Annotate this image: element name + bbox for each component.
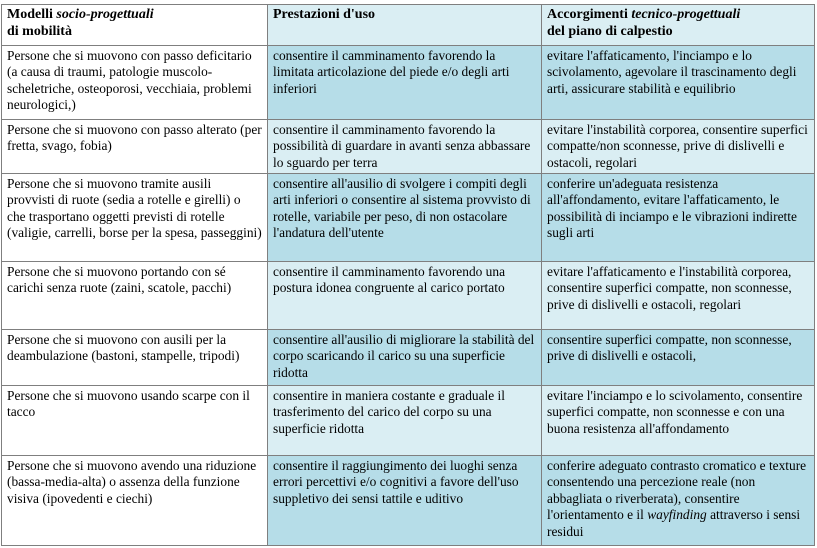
table-row [2, 120, 815, 174]
model-cell: Persone che si muovono con passo alterato (per fretta, svago, fobia) [2, 120, 268, 174]
header-measures-text: Accorgimenti [547, 7, 632, 22]
header-measures [542, 5, 815, 46]
mobility-table [1, 4, 815, 546]
performance-cell: consentire all'ausilio di svolgere i compiti degli arti inferiori o consentire al sistema provvisto di rotelle, variabile per peso, di non ostacolare l'andatura dell'utente [268, 174, 542, 262]
measures-cell: evitare l'inciampo e lo scivolamento, consentire superfici compatte, non sconnesse e con una buona resistenza all'affondamento [542, 386, 815, 456]
table-row [2, 174, 815, 262]
measures-cell: evitare l'instabilità corporea, consentire superfici compatte/non sconnesse, prive di dislivelli e ostacoli, regolari [542, 120, 815, 174]
header-models-text: Modelli [7, 7, 57, 22]
measures-italic: wayfinding [647, 507, 707, 523]
performance-cell: consentire il camminamento favorendo la possibilità di guardare in avanti senza abbassare lo sguardo per terra [268, 120, 542, 174]
performance-cell: consentire il camminamento favorendo la limitata articolazione del piede e/o degli arti inferiori [268, 46, 542, 120]
measures-text-2: attraverso i sensi residui [547, 507, 801, 539]
model-cell: Persone che si muovono con passo deficitario (a causa di traumi, patologie muscolo-scheletriche, osteoporosi, vecchiaia, problemi neurologici,) [2, 46, 268, 120]
measures-cell: evitare l'affaticamento e l'instabilità corporea, consentire superfici compatte, non sconnesse, prive di dislivelli e ostacoli, regolari [542, 262, 815, 330]
header-models-italic: socio-progettuali [56, 7, 154, 22]
performance-cell: consentire all'ausilio di migliorare la stabilità del corpo scaricando il carico su una superficie ridotta [268, 330, 542, 386]
table-row [2, 262, 815, 330]
model-cell: Persone che si muovono tramite ausili provvisti di ruote (sedia a rotelle e girelli) o che trasportano oggetti previsti di rotelle (valigie, carrelli, borse per la spesa, passeggini) [2, 174, 268, 262]
header-measures-text-2: del piano di calpestio [547, 23, 673, 39]
model-cell: Persone che si muovono portando con sé carichi senza ruote (zaini, scatole, pacchi) [2, 262, 268, 330]
model-cell: Persone che si muovono con ausili per la deambulazione (bastoni, stampelle, tripodi) [2, 330, 268, 386]
header-models [2, 5, 268, 46]
header-performance: Prestazioni d'uso [268, 5, 542, 46]
measures-text: conferire adeguato contrasto cromatico e texture consentendo una percezione reale (non abbagliata o riverberata), consentire l'orientamento e il [547, 458, 807, 523]
model-cell: Persone che si muovono usando scarpe con il tacco [2, 386, 268, 456]
measures-cell: evitare l'affaticamento, l'inciampo e lo scivolamento, agevolare il trascinamento degli arti, assicurare stabilità e equilibrio [542, 46, 815, 120]
table-row [2, 46, 815, 120]
table-row [2, 330, 815, 386]
performance-cell: consentire il camminamento favorendo una postura idonea congruente al carico portato [268, 262, 542, 330]
measures-cell: conferire un'adeguata resistenza all'affondamento, evitare l'affaticamento, le possibilità di inciampo e le vibrazioni indirette sugli arti [542, 174, 815, 262]
header-row [2, 5, 815, 46]
measures-cell [542, 456, 815, 546]
header-models-text-2: di mobilità [7, 23, 72, 39]
performance-cell: consentire il raggiungimento dei luoghi senza errori percettivi e/o cognitivi a favore dell'uso suppletivo dei sensi tattile e uditivo [268, 456, 542, 546]
table-row [2, 456, 815, 546]
model-cell: Persone che si muovono avendo una riduzione (bassa-media-alta) o assenza della funzione visiva (ipovedenti e ciechi) [2, 456, 268, 546]
performance-cell: consentire in maniera costante e graduale il trasferimento del carico del corpo su una superficie ridotta [268, 386, 542, 456]
measures-cell: consentire superfici compatte, non sconnesse, prive di dislivelli e ostacoli, [542, 330, 815, 386]
header-measures-italic: tecnico-progettuali [631, 7, 741, 22]
table-row [2, 386, 815, 456]
